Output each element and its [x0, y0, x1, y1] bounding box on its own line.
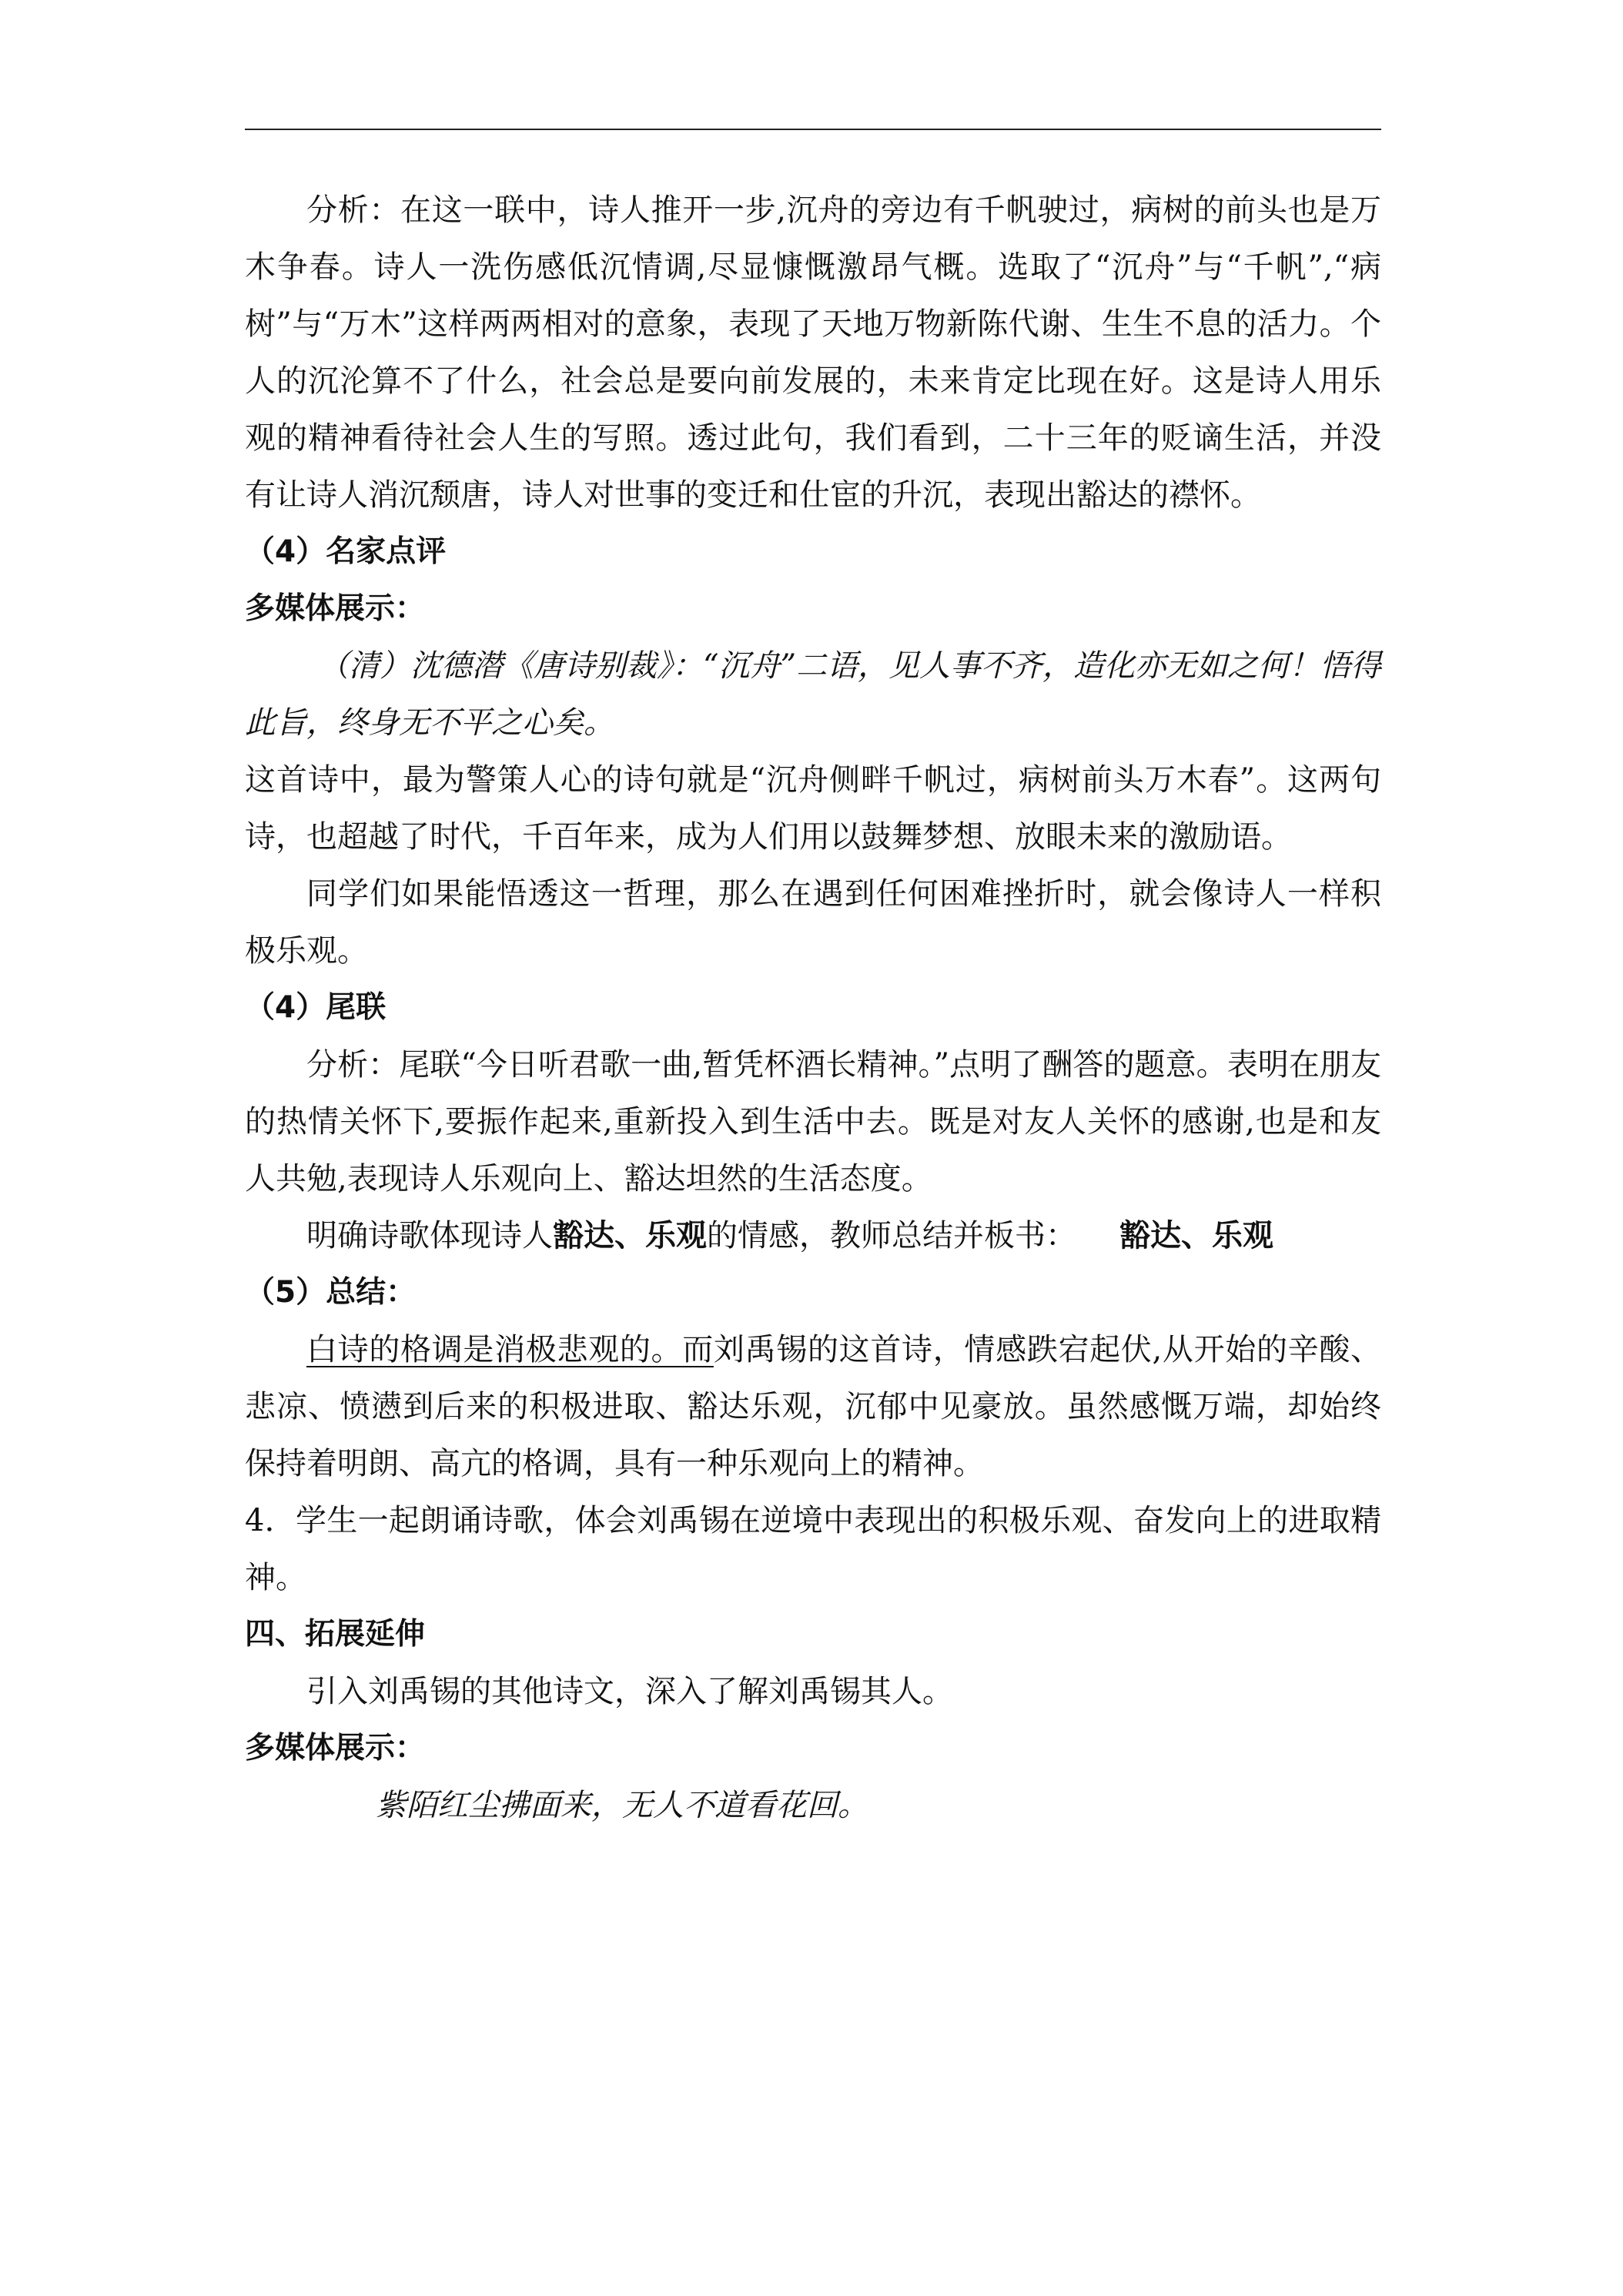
heading-extension: 四、拓展延伸	[245, 1617, 426, 1652]
clarify-emphasis: 豁达、乐观	[553, 1218, 707, 1253]
extension-intro: 引入刘禹锡的其他诗文，深入了解刘禹锡其人。	[306, 1674, 953, 1709]
analysis-paragraph-2: 分析：尾联“今日听君歌一曲,暂凭杯酒长精神。”点明了酬答的题意。表明在朋友的热情关怀下,要振作起来,重新投入到生活中去。既是对友人关怀的感谢,也是和友人共勉,表现诗人乐观向上、豁达坦然的生活态度。	[245, 1047, 1381, 1197]
poem-line: 紫陌红尘拂面来，无人不道看花回。	[376, 1788, 868, 1823]
summary-underlined: 白诗的格调是消极悲观的。而	[306, 1332, 714, 1367]
quote-shen-deqian: （清）沈德潜《唐诗别裁》：“沉舟”二语，见人事不齐，造化亦无如之何！悟得此旨，终身无不平之心矣。	[245, 648, 1381, 741]
multimedia-label-2: 多媒体展示：	[245, 1731, 426, 1766]
analysis-paragraph-1: 分析：在这一联中，诗人推开一步,沉舟的旁边有千帆驶过，病树的前头也是万木争春。诗人一洗伤感低沉情调,尽显慷慨激昂气概。选取了“沉舟”与“千帆”,“病树”与“万木”这样两两相对的意象，表现了天地万物新陈代谢、生生不息的活力。个人的沉沦算不了什么，社会总是要向前发展的，未来肯定比现在好。这是诗人用乐观的精神看待社会人生的写照。透过此句，我们看到，二十三年的贬谪生活，并没有让诗人消沉颓唐，诗人对世事的变迁和仕宦的升沉，表现出豁达的襟怀。	[245, 192, 1381, 513]
heading-summary: （5）总结：	[245, 1275, 417, 1310]
summary-rest: 刘禹锡的这首诗，情感跌宕起伏,从开始的辛酸、悲凉、愤懑到后来的积极进取、豁达乐观，沉郁中见豪放。虽然感慨万端，却始终保持着明朗、高亢的格调，具有一种乐观向上的精神。	[245, 1332, 1382, 1481]
header-rule	[245, 129, 1381, 130]
clarify-prefix: 明确诗歌体现诗人	[306, 1218, 553, 1253]
clarify-paragraph	[245, 1207, 1381, 1264]
clarify-mid: 的情感，教师总结并板书：	[707, 1218, 1076, 1253]
summary-paragraph	[245, 1321, 1381, 1492]
heading-famous-comments: （4）名家点评	[245, 534, 447, 569]
poem-lines-paragraph: 这首诗中，最为警策人心的诗句就是“沉舟侧畔千帆过，病树前头万木春”。这两句诗，也超越了时代，千百年来，成为人们用以鼓舞梦想、放眼未来的激励语。	[245, 762, 1381, 855]
item-4-paragraph: 4．学生一起朗诵诗歌，体会刘禹锡在逆境中表现出的积极乐观、奋发向上的进取精神。	[245, 1503, 1381, 1595]
board-writing: 豁达、乐观	[1119, 1218, 1273, 1253]
heading-final-couplet: （4）尾联	[245, 990, 387, 1025]
students-paragraph: 同学们如果能悟透这一哲理，那么在遇到任何困难挫折时，就会像诗人一样积极乐观。	[245, 876, 1381, 969]
multimedia-label-1: 多媒体展示：	[245, 591, 426, 626]
document-body	[245, 182, 1381, 1834]
